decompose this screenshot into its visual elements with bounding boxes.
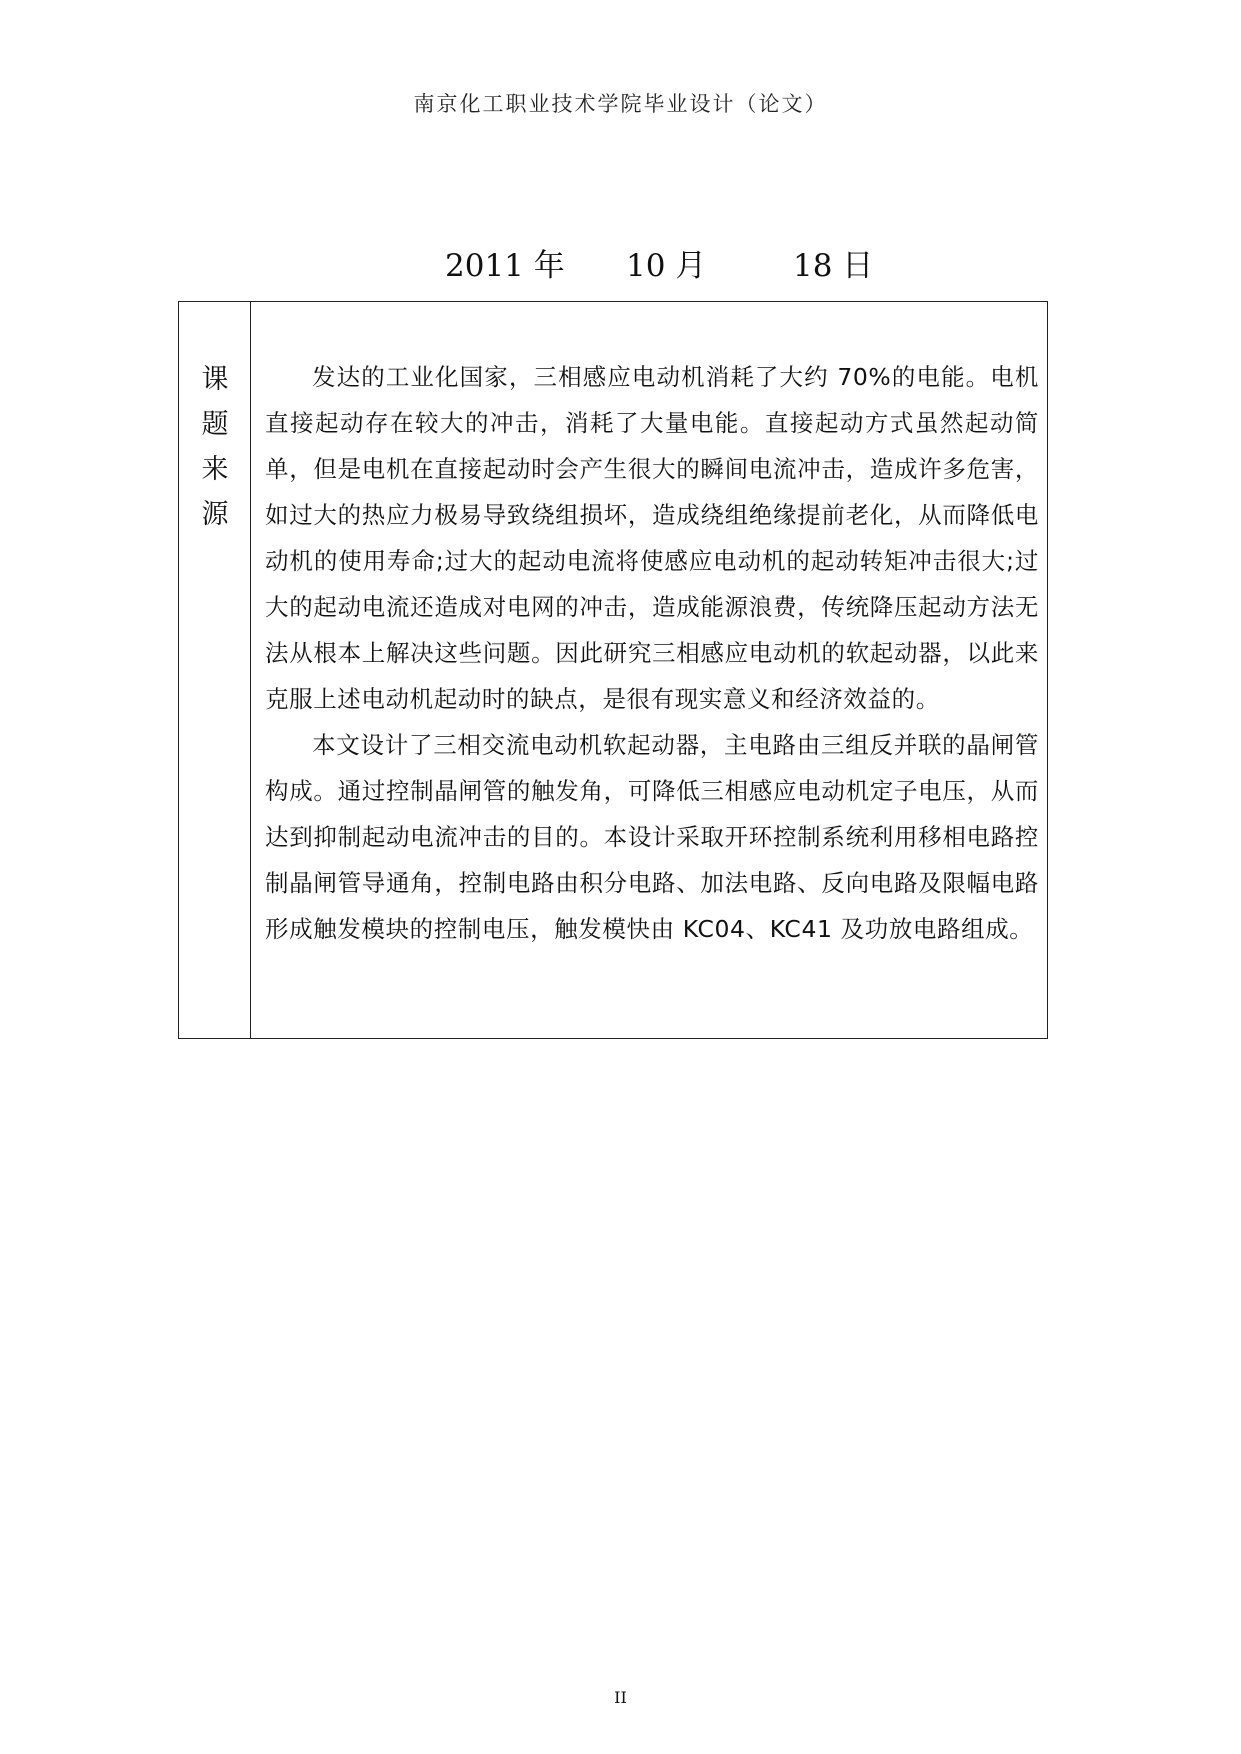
- date-year: 2011 年: [445, 248, 565, 284]
- date-month: 10 月: [626, 248, 707, 284]
- page-header: 南京化工职业技术学院毕业设计（论文）: [413, 92, 828, 116]
- topic-source-label-cell: [179, 302, 251, 1038]
- topic-source-table: [178, 301, 1048, 1039]
- date-day: 18 日: [793, 248, 874, 284]
- label-char: 源: [201, 499, 229, 530]
- date-line: [0, 240, 1241, 284]
- paragraph: 发达的工业化国家，三相感应电动机消耗了大约 70%的电能。电机直接起动存在较大的冲击，消耗了大量电能。直接起动方式虽然起动简单，但是电机在直接起动时会产生很大的瞬间电流冲击，造成许多危害，如过大的热应力极易导致绕组损坏，造成绕组绝缘提前老化，从而降低电动机的使用寿命;过大的起动电流将使感应电动机的起动转矩冲击很大;过大的起动电流还造成对电网的冲击，造成能源浪费，传统降压起动方法无法从根本上解决这些问题。因此研究三相感应电动机的软起动器，以此来克服上述电动机起动时的缺点，是很有现实意义和经济效益的。: [265, 363, 1039, 713]
- paragraph: 本文设计了三相交流电动机软起动器，主电路由三组反并联的晶闸管构成。通过控制晶闸管的触发角，可降低三相感应电动机定子电压，从而达到抑制起动电流冲击的目的。本设计采取开环控制系统利用移相电路控制晶闸管导通角，控制电路由积分电路、加法电路、反向电路及限幅电路形成触发模块的控制电压，触发模快由 KC04、KC41 及功放电路组成。: [265, 731, 1039, 943]
- label-char: 课: [201, 364, 229, 395]
- label-char: 来: [201, 454, 229, 485]
- page-number: II: [614, 1688, 627, 1707]
- topic-source-content: [265, 354, 1039, 952]
- label-char: 题: [201, 409, 229, 440]
